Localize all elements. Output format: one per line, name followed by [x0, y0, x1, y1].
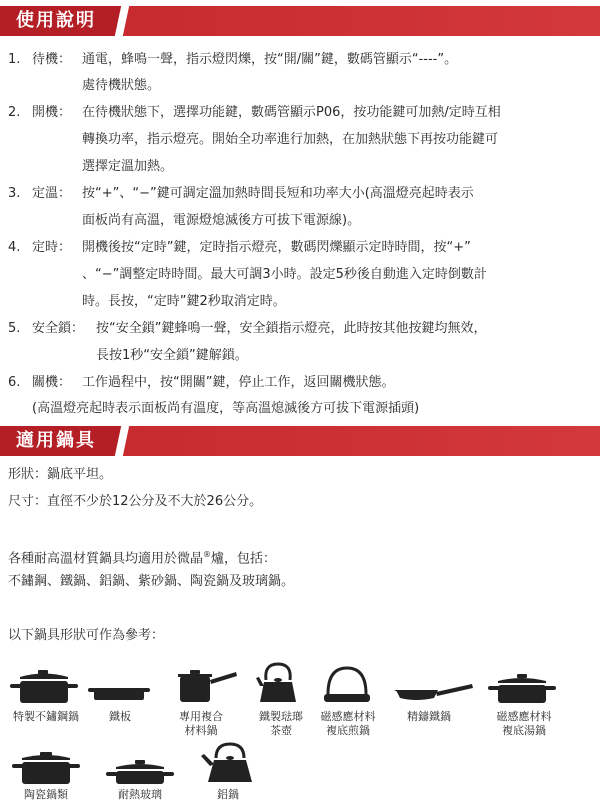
item-text: 處待機狀態。: [82, 78, 161, 93]
section-title-cookware: 適用鍋具: [16, 430, 96, 451]
heat-resistant-glass-pot-icon: [104, 760, 176, 786]
aluminum-kettle-icon: [200, 742, 256, 786]
ceramic-pot-icon: [10, 750, 82, 786]
item-label: 關機：: [32, 375, 72, 390]
cookware-label: 精鑄鐵鍋: [407, 710, 451, 723]
reference-intro: 以下鍋具形狀可作為參考：: [8, 628, 165, 643]
item-label: 待機：: [32, 52, 72, 67]
item-text: 時。長按，“定時”鍵2秒取消定時。: [82, 294, 286, 309]
cookware-label: 耐熱玻璃: [118, 788, 162, 801]
cookware-label: 鐵製琺瑯 茶壺: [259, 710, 303, 737]
compatible-intro: [8, 546, 276, 568]
item-text: 選擇定溫加熱。: [82, 159, 174, 174]
intro-tail: 爐，包括：: [211, 551, 277, 567]
item-label: 開機：: [32, 105, 72, 120]
item-number: 3.: [8, 186, 21, 201]
item-text: 按“安全鎖”鍵蜂鳴一聲，安全鎖指示燈亮，此時按其他按鍵均無效，: [96, 321, 487, 336]
cookware-label: 磁感應材料 複底煎鍋: [320, 710, 376, 737]
item-number: 6.: [8, 375, 21, 390]
cookware-label: 特製不鏽鋼鍋: [13, 710, 79, 723]
stainless-pot-icon: [8, 668, 80, 706]
high-temp-note: (高溫燈亮起時表示面板尚有溫度，等高溫熄滅後方可拔下電源插頭): [32, 401, 420, 416]
cookware-label: 鋁鍋: [217, 788, 239, 801]
header-bar: [122, 426, 600, 456]
material-list: 不鏽鋼、鐵鍋、鋁鍋、紫砂鍋、陶瓷鍋及玻璃鍋。: [8, 574, 295, 589]
header-bar: [122, 6, 600, 36]
cookware-label: 陶瓷鍋類: [24, 788, 68, 801]
enamel-kettle-icon: [256, 660, 300, 706]
section-header-cookware: [0, 426, 600, 456]
intro-text: 各種耐高溫材質鍋具均適用於微晶: [8, 551, 204, 567]
cast-iron-skillet-icon: [394, 682, 474, 706]
item-text: 通電，蜂鳴一聲，指示燈閃爍，按“開/關”鍵，數碼管顯示“----”。: [82, 52, 458, 67]
item-text: 、“−”調整定時時間。最大可調3小時。設定5秒後自動進入定時倒數計: [82, 267, 487, 282]
item-text: 按“+”、“−”鍵可調定溫加熱時間長短和功率大小(高溫燈亮起時表示: [82, 186, 474, 201]
item-number: 2.: [8, 105, 21, 120]
section-header-usage: [0, 6, 600, 36]
cookware-label: 鐵板: [109, 710, 131, 723]
item-text: 長按1秒“安全鎖”鍵解鎖。: [96, 348, 248, 363]
item-text: 工作過程中，按“開關”鍵，停止工作，返回關機狀態。: [82, 375, 395, 390]
cookware-label: 專用複合 材料鍋: [179, 710, 223, 737]
item-text: 開機後按“定時”鍵，定時指示燈亮，數碼閃爍顯示定時時間，按“+”: [82, 240, 471, 255]
item-number: 4.: [8, 240, 21, 255]
shape-requirement: 形狀：鍋底平坦。: [8, 467, 113, 482]
section-title-usage: 使用說明: [16, 10, 96, 31]
composite-saucepan-icon: [176, 666, 238, 706]
induction-frying-pan-icon: [322, 664, 372, 706]
item-label: 定時：: [32, 240, 72, 255]
cookware-label: 磁感應材料 複底湯鍋: [496, 710, 552, 737]
griddle-plate-icon: [88, 680, 150, 706]
registered-mark: ®: [203, 550, 212, 559]
item-text: 在待機狀態下，選擇功能鍵，數碼管顯示P06，按功能鍵可加熱/定時互相: [82, 105, 501, 120]
size-requirement: 尺寸：直徑不少於12公分及不大於26公分。: [8, 494, 263, 509]
item-number: 1.: [8, 52, 21, 67]
item-text: 轉換功率，指示燈亮。開始全功率進行加熱，在加熱狀態下再按功能鍵可: [82, 132, 499, 147]
item-number: 5.: [8, 321, 21, 336]
item-label: 定溫：: [32, 186, 72, 201]
induction-stockpot-icon: [486, 672, 558, 706]
item-text: 面板尚有高溫，電源燈熄滅後方可拔下電源線)。: [82, 213, 361, 228]
item-label: 安全鎖：: [32, 321, 85, 336]
